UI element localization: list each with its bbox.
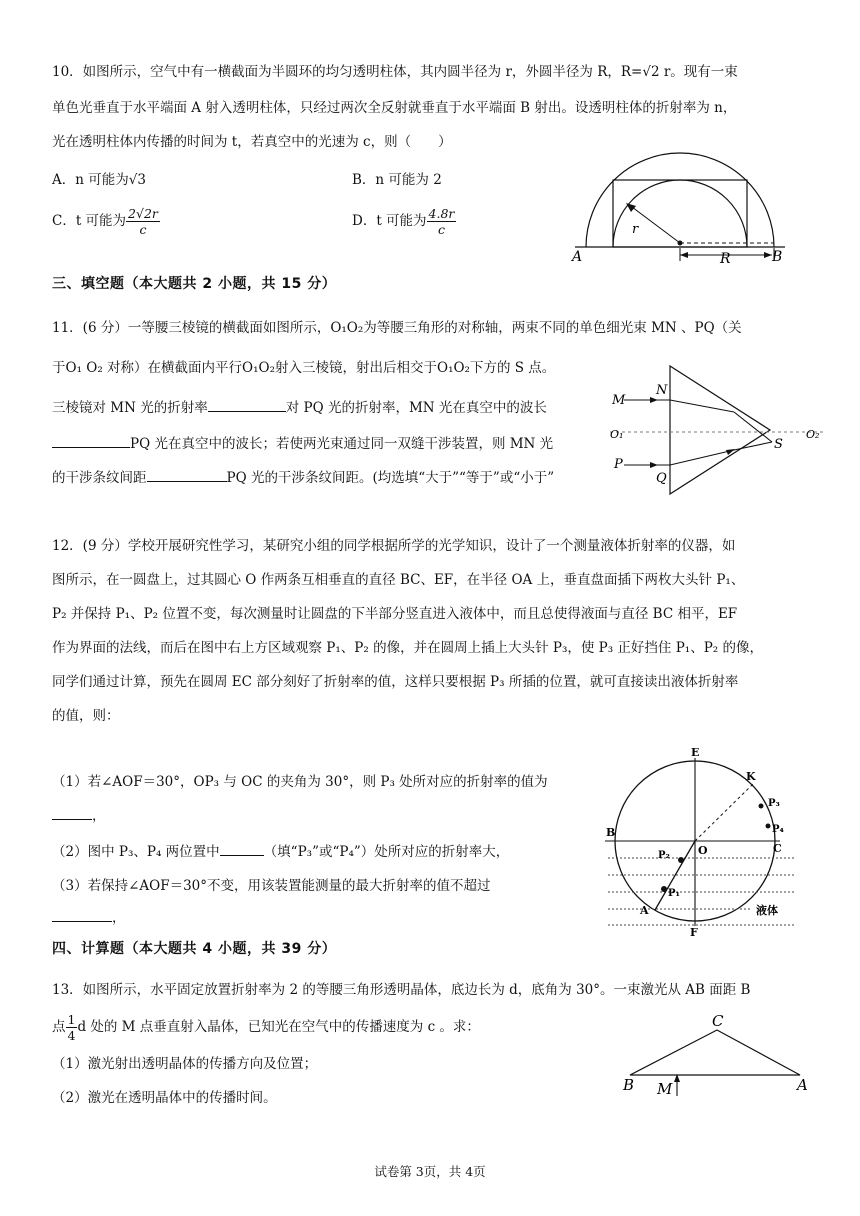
- q13-line2-part1: 点: [52, 1019, 66, 1035]
- q13-label-c: C: [712, 1012, 724, 1030]
- q12-sub2-part1: （2）图中 P₃、P₄ 两位置中: [52, 844, 220, 860]
- q12-line1: 12．(9 分）学校开展研究性学习，某研究小组的同学根据所学的光学知识，设计了一个测量液体折射率的仪器，如: [52, 538, 736, 554]
- q12-label-f: F: [690, 926, 698, 936]
- q11-ray-pq-inside: [670, 450, 734, 465]
- q12-sub3-line2: [52, 906, 126, 926]
- q12-label-a: A: [640, 904, 649, 917]
- q10-option-d-numerator: 4.8r: [428, 206, 455, 221]
- q12-sub1-comma: ，: [92, 808, 106, 824]
- q12-label-p3: P₃: [768, 798, 780, 809]
- q12-line6: 的值，则：: [52, 708, 120, 724]
- q13-fraction-numerator: 1: [67, 1012, 76, 1027]
- q11-label-s: S: [774, 437, 783, 452]
- q13-line2-part2: d 处的 M 点垂直射入晶体，已知光在空气中的传播速度为 c 。求：: [77, 1019, 480, 1035]
- q11-label-n: N: [656, 383, 668, 398]
- q11-line5: [52, 466, 554, 486]
- q13-fraction: [66, 1012, 78, 1043]
- q11-line3-part1: 三棱镜对 MN 光的折射率: [52, 400, 208, 416]
- q12-blank-3[interactable]: [52, 907, 112, 922]
- q11-label-m: M: [612, 393, 626, 408]
- q11-ray-mn-inside: [670, 400, 734, 412]
- q11-line2: 于O₁ O₂ 对称）在横截面内平行O₁O₂射入三棱镜，射出后相交于O₁O₂下方的 S 点。: [52, 360, 556, 376]
- q12-label-o: O: [698, 844, 708, 857]
- q12-sub2-part2: （填“P₃”或“P₄”）处所对应的折射率大，: [263, 844, 510, 860]
- q12-sub2: [52, 840, 509, 860]
- q12-dashed-op3: [695, 784, 753, 841]
- q13-label-b: B: [623, 1076, 635, 1094]
- q10-option-b: B．n 可能为 2: [352, 172, 442, 188]
- q13-sub1: （1）激光射出透明晶体的传播方向及位置；: [52, 1056, 318, 1072]
- q13-line2: [52, 1012, 480, 1043]
- q11-ray-pq-arrow: [650, 462, 658, 468]
- q11-ray-pq-inside-arrow: [726, 449, 735, 455]
- q11-blank-1[interactable]: [208, 397, 286, 412]
- q12-blank-1[interactable]: [52, 805, 92, 820]
- q10-label-r: r: [632, 222, 639, 237]
- q13-line1: 13．如图所示，水平固定放置折射率为 2 的等腰三角形透明晶体，底边长为 d，底角为 30°。一束激光从 AB 面距 B: [52, 982, 751, 998]
- q11-line5-part1: 的干涉条纹间距: [52, 470, 147, 486]
- q12-label-c: C: [773, 842, 782, 855]
- q10-stem-line1: 10．如图所示，空气中有一横截面为半圆环的均匀透明柱体，其内圆半径为 r，外圆半径为 R，R=√2 r。现有一束: [52, 64, 738, 80]
- q12-line3: P₂ 并保持 P₁、P₂ 位置不变，每次测量时让圆盘的下半部分竖直进入液体中，而且总使得液面与直径 BC 相平，EF: [52, 606, 738, 622]
- q12-label-e: E: [691, 748, 700, 759]
- q11-label-o1: O₁: [610, 428, 624, 441]
- q11-line4: [52, 432, 553, 452]
- q12-sub1-line1: （1）若∠AOF＝30°，OP₃ 与 OC 的夹角为 30°，则 P₃ 处所对应的折射率的值为: [52, 774, 548, 790]
- q10-stem-line3: 光在透明柱体内传播的时间为 t，若真空中的光速为 c，则（ ）: [52, 134, 452, 150]
- q11-line3: [52, 396, 547, 416]
- q11-blank-3[interactable]: [147, 467, 227, 482]
- q12-label-b: B: [606, 826, 616, 839]
- q12-label-p4: P₄: [772, 824, 784, 835]
- q10-stem-line2: 单色光垂直于水平端面 A 射入透明柱体，只经过两次全反射就垂直于水平端面 B 射出。设透明柱体的折射率为 n，: [52, 100, 737, 116]
- q13-sub2: （2）激光在透明晶体中的传播时间。: [52, 1090, 277, 1106]
- q12-pin-p2: [678, 857, 684, 863]
- q13-figure: [615, 1010, 815, 1105]
- q10-label-R: R: [720, 251, 731, 265]
- q10-R-arrow-left: [680, 252, 688, 258]
- q10-option-d-denominator: c: [437, 222, 445, 237]
- q13-label-m: M: [657, 1080, 673, 1098]
- q11-figure: [610, 360, 830, 500]
- q11-line3-part2: 对 PQ 光的折射率，MN 光在真空中的波长: [285, 400, 547, 416]
- q12-label-k: K: [746, 770, 756, 783]
- q11-line4-part2: PQ 光在真空中的波长；若使两光束通过同一双缝干涉装置，则 MN 光: [130, 436, 554, 452]
- q12-line5: 同学们通过计算，预先在圆周 EC 部分刻好了折射率的值，这样只要根据 P₃ 所插的位置，就可直接读出液体折射率: [52, 674, 739, 690]
- q11-label-o2: O₂: [806, 428, 820, 441]
- q12-sub1-line2: [52, 804, 106, 824]
- section-3-heading: 三、填空题（本大题共 2 小题，共 15 分）: [52, 276, 337, 292]
- q10-option-d-prefix: D．t 可能为: [352, 213, 427, 229]
- q12-line4: 作为界面的法线，而后在图中右上方区域观察 P₁、P₂ 的像，并在圆周上插上大头针 P₃，使 P₃ 正好挡住 P₁、P₂ 的像，: [52, 640, 764, 656]
- q12-sub3-line1: （3）若保持∠AOF＝30°不变，用该装置能测量的最大折射率的值不超过: [52, 878, 491, 894]
- q12-pin-p1: [661, 886, 667, 892]
- q12-pin-p3: [759, 804, 764, 809]
- q10-option-c-prefix: C．t 可能为: [52, 213, 127, 229]
- q13-fraction-denominator: 4: [67, 1028, 76, 1043]
- q10-option-c: [52, 206, 160, 237]
- q11-label-q: Q: [656, 471, 667, 486]
- q11-label-p: P: [614, 457, 623, 472]
- q10-option-c-fraction: [126, 206, 160, 237]
- q12-label-liquid: 液体: [756, 904, 778, 917]
- q11-ray-pq-out: [734, 442, 772, 450]
- q10-option-c-numerator: 2√2r: [128, 206, 158, 221]
- q10-label-a: A: [572, 249, 583, 265]
- q11-prism: [670, 366, 770, 494]
- page-footer: 试卷第 3页，共 4页: [374, 1164, 486, 1179]
- q10-option-a: A．n 可能为√3: [52, 172, 146, 188]
- q13-triangle: [630, 1030, 800, 1075]
- q10-option-c-denominator: c: [139, 222, 147, 237]
- section-4-heading: 四、计算题（本大题共 4 小题，共 39 分）: [52, 941, 337, 957]
- q12-pin-p4: [766, 824, 771, 829]
- q10-label-b: B: [772, 249, 783, 265]
- q10-radius-arrowhead: [626, 203, 636, 212]
- q12-label-p1: P₁: [668, 888, 680, 899]
- q12-label-p2: P₂: [658, 850, 670, 861]
- q10-option-d: [352, 206, 456, 237]
- q12-blank-2[interactable]: [220, 841, 264, 856]
- q10-option-d-fraction: [427, 206, 457, 237]
- q10-R-arrow-right: [764, 252, 772, 258]
- q11-line1: 11．(6 分）一等腰三棱镜的横截面如图所示，O₁O₂为等腰三角形的对称轴，两束不同的单色细光束 MN 、PQ（关: [52, 320, 742, 336]
- q13-label-a: A: [797, 1076, 808, 1094]
- q10-inner-radius: [632, 207, 680, 243]
- q11-line5-part2: PQ 光的干涉条纹间距。(均选填“大于”“等于”或“小于”: [226, 470, 555, 486]
- q12-figure: [600, 748, 825, 936]
- q12-line2: 图所示，在一圆盘上，过其圆心 O 作两条互相垂直的直径 BC、EF，在半径 OA 上，垂直盘面插下两枚大头针 P₁、: [52, 572, 745, 588]
- q10-figure: [560, 135, 800, 265]
- q11-blank-2[interactable]: [52, 433, 130, 448]
- q12-sub3-comma: ，: [112, 910, 126, 926]
- q10-center-dot: [678, 241, 683, 246]
